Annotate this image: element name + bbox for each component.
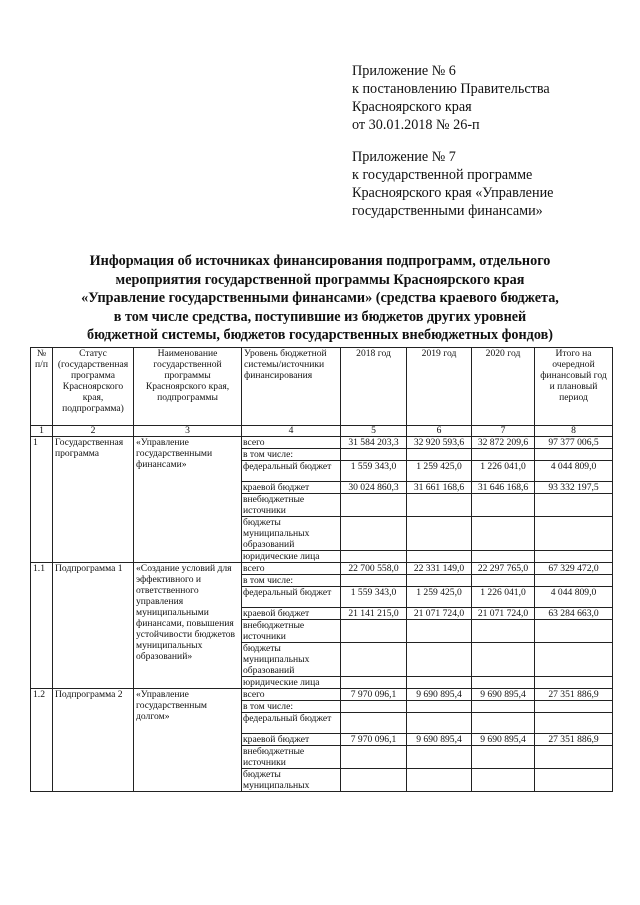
year-value-cell: 7 970 096,1 [341,734,407,746]
funding-level-cell: федеральный бюджет [242,587,341,608]
total-cell [535,551,613,563]
year-value-cell: 9 690 895,4 [407,734,472,746]
total-cell: 27 351 886,9 [535,689,613,701]
table-row [31,689,613,701]
year-value-cell [472,713,535,734]
year-value-cell: 9 690 895,4 [472,689,535,701]
column-number: 7 [472,426,535,437]
year-value-cell: 31 646 168,6 [472,482,535,494]
year-value-cell [472,746,535,769]
total-cell: 4 044 809,0 [535,587,613,608]
program-name-cell: «Управление государственными финансами» [134,437,242,563]
annex-line: Приложение № 6 [352,63,456,79]
year-value-cell [407,517,472,551]
year-value-cell [341,769,407,792]
year-value-cell: 9 690 895,4 [472,734,535,746]
total-cell: 4 044 809,0 [535,461,613,482]
year-value-cell [472,551,535,563]
title-line: мероприятия государственной программы Красноярского края [115,271,525,288]
year-value-cell [407,643,472,677]
year-value-cell: 31 661 168,6 [407,482,472,494]
funding-level-cell: всего [242,563,341,575]
year-value-cell [407,677,472,689]
funding-level-cell: в том числе: [242,575,341,587]
year-value-cell: 22 700 558,0 [341,563,407,575]
annex-line: к государственной программе [352,167,533,183]
title-line: в том числе средства, поступившие из бюджетов других уровней [113,308,527,325]
year-value-cell [341,551,407,563]
total-cell [535,746,613,769]
annex-line: государственными финансами» [352,203,543,219]
year-value-cell [407,620,472,643]
funding-level-cell: краевой бюджет [242,734,341,746]
annex-7-block [352,148,553,220]
year-value-cell: 1 259 425,0 [407,587,472,608]
total-cell [535,713,613,734]
table-row [31,437,613,449]
column-number: 8 [535,426,613,437]
column-number: 5 [341,426,407,437]
year-value-cell: 21 071 724,0 [407,608,472,620]
title-line: Информация об источниках финансирования подпрограмм, отдельного [89,253,551,269]
total-cell [535,517,613,551]
year-value-cell: 22 297 765,0 [472,563,535,575]
year-value-cell [407,494,472,517]
total-cell: 67 329 472,0 [535,563,613,575]
funding-level-cell: бюджеты муниципальных образований [242,643,341,677]
program-name-cell: «Создание условий для эффективного и ответственного управления муниципальными финансами, повышения устойчивости бюджетов муниципальных образований» [134,563,242,689]
column-number: 2 [53,426,134,437]
year-value-cell [472,643,535,677]
year-value-cell [407,449,472,461]
financing-table [30,347,613,792]
year-value-cell [341,713,407,734]
total-cell [535,701,613,713]
column-number: 3 [134,426,242,437]
year-value-cell [472,575,535,587]
title-line: «Управление государственными финансами» (средства краевого бюджета, [81,290,559,306]
year-value-cell: 32 872 209,6 [472,437,535,449]
year-value-cell: 30 024 860,3 [341,482,407,494]
year-value-cell [472,449,535,461]
funding-level-cell: юридические лица [242,551,341,563]
funding-level-cell: федеральный бюджет [242,461,341,482]
year-value-cell: 9 690 895,4 [407,689,472,701]
year-value-cell: 22 331 149,0 [407,563,472,575]
annex-line: Красноярского края «Управление [352,185,554,201]
total-cell [535,449,613,461]
table-row [31,563,613,575]
year-value-cell: 1 559 343,0 [341,587,407,608]
annex-line: от 30.01.2018 № 26-п [352,117,480,133]
total-cell [535,575,613,587]
header-row [31,348,613,426]
funding-level-cell: внебюджетные источники [242,494,341,517]
row-number-cell: 1 [31,437,53,563]
year-value-cell: 21 141 215,0 [341,608,407,620]
total-cell [535,494,613,517]
funding-level-cell: краевой бюджет [242,482,341,494]
year-value-cell [341,494,407,517]
header-cell: Наименование государственной программы Красноярского края, подпрограммы [134,348,242,426]
total-cell: 93 332 197,5 [535,482,613,494]
column-number: 1 [31,426,53,437]
year-value-cell: 21 071 724,0 [472,608,535,620]
row-number-cell: 1.2 [31,689,53,792]
year-value-cell [341,517,407,551]
year-value-cell [472,517,535,551]
year-value-cell [341,677,407,689]
year-value-cell [341,449,407,461]
year-value-cell [472,701,535,713]
year-value-cell [341,643,407,677]
year-value-cell [341,746,407,769]
funding-level-cell: бюджеты муниципальных образований [242,517,341,551]
total-cell: 63 284 663,0 [535,608,613,620]
header-cell: Статус (государственная программа Красноярского края, подпрограмма) [53,348,134,426]
year-value-cell [341,575,407,587]
title-line: бюджетной системы, бюджетов государственных внебюджетных фондов) [87,327,553,343]
status-cell: Подпрограмма 1 [53,563,134,689]
year-value-cell [407,746,472,769]
funding-level-cell: всего [242,437,341,449]
table-body [31,437,613,792]
year-value-cell [407,701,472,713]
funding-level-cell: внебюджетные источники [242,620,341,643]
column-number: 4 [242,426,341,437]
year-value-cell [472,620,535,643]
year-value-cell [341,701,407,713]
year-value-cell [341,620,407,643]
header-cell: 2019 год [407,348,472,426]
funding-level-cell: в том числе: [242,449,341,461]
year-value-cell: 1 259 425,0 [407,461,472,482]
status-cell: Подпрограмма 2 [53,689,134,792]
year-value-cell [407,769,472,792]
year-value-cell [407,551,472,563]
year-value-cell [472,494,535,517]
funding-level-cell: федеральный бюджет [242,713,341,734]
program-name-cell: «Управление государственным долгом» [134,689,242,792]
column-number-row [31,426,613,437]
funding-level-cell: юридические лица [242,677,341,689]
total-cell [535,677,613,689]
document-title [20,252,620,345]
header-cell: № п/п [31,348,53,426]
total-cell: 97 377 006,5 [535,437,613,449]
header-cell: 2020 год [472,348,535,426]
total-cell: 27 351 886,9 [535,734,613,746]
year-value-cell [472,677,535,689]
year-value-cell: 31 584 203,3 [341,437,407,449]
year-value-cell [407,575,472,587]
year-value-cell: 7 970 096,1 [341,689,407,701]
year-value-cell: 1 226 041,0 [472,587,535,608]
year-value-cell: 1 226 041,0 [472,461,535,482]
status-cell: Государственная программа [53,437,134,563]
annex-6-block [352,62,550,134]
header-cell: Итого на очередной финансовый год и плановый период [535,348,613,426]
year-value-cell [472,769,535,792]
header-cell: Уровень бюджетной системы/источники финансирования [242,348,341,426]
row-number-cell: 1.1 [31,563,53,689]
year-value-cell: 1 559 343,0 [341,461,407,482]
annex-line: Приложение № 7 [352,149,456,165]
funding-level-cell: краевой бюджет [242,608,341,620]
total-cell [535,620,613,643]
total-cell [535,769,613,792]
column-number: 6 [407,426,472,437]
year-value-cell [407,713,472,734]
annex-line: к постановлению Правительства [352,81,550,97]
year-value-cell: 32 920 593,6 [407,437,472,449]
annex-line: Красноярского края [352,99,472,115]
funding-level-cell: бюджеты муниципальных [242,769,341,792]
funding-level-cell: всего [242,689,341,701]
total-cell [535,643,613,677]
funding-level-cell: в том числе: [242,701,341,713]
funding-level-cell: внебюджетные источники [242,746,341,769]
header-cell: 2018 год [341,348,407,426]
